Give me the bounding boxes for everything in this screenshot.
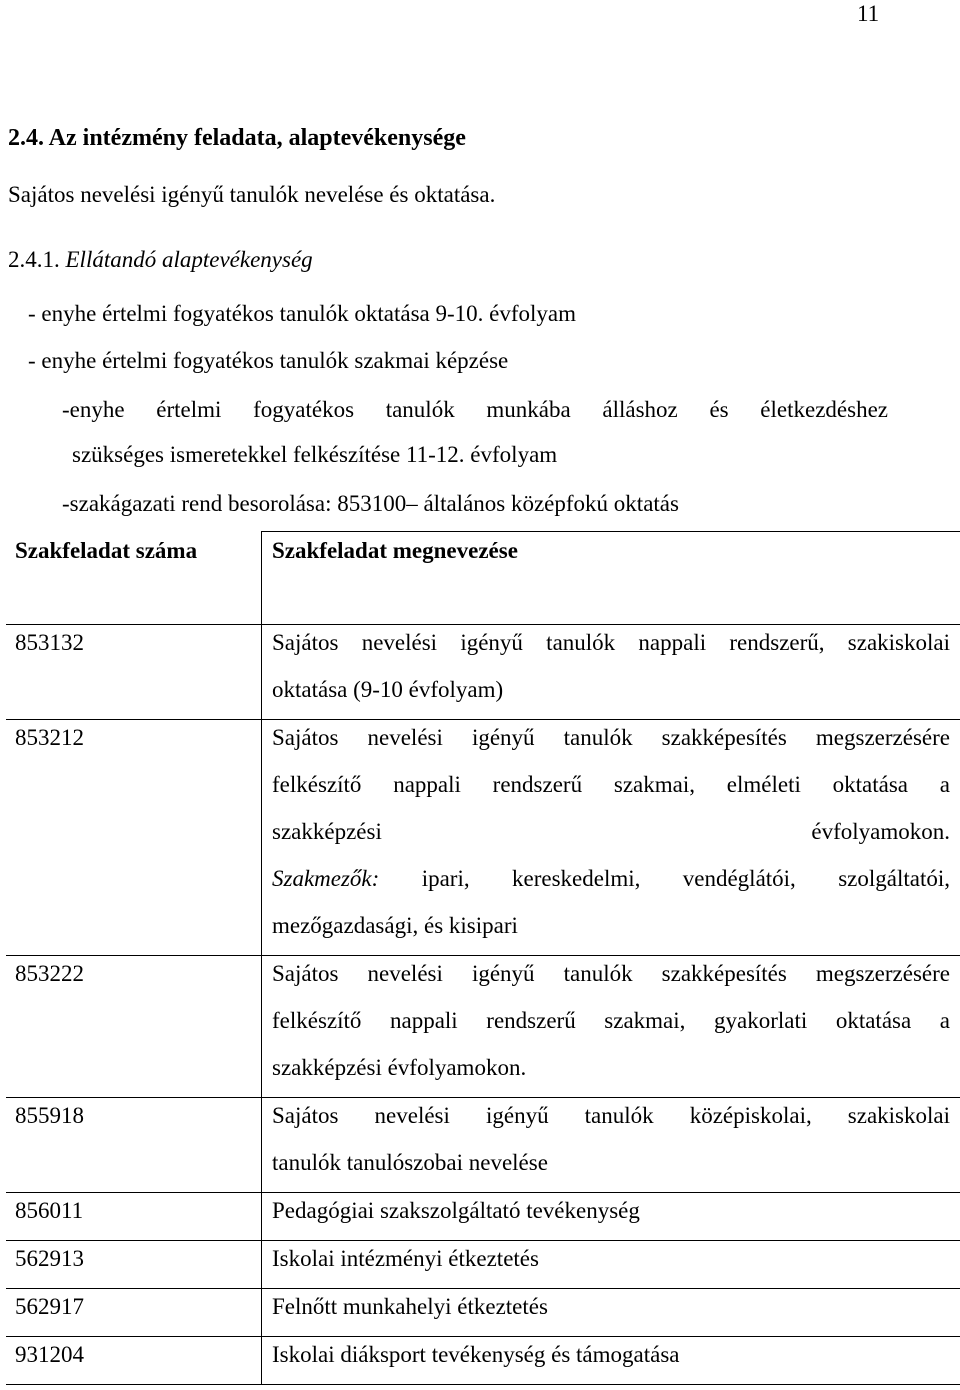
row-code-text: 853212: [15, 725, 84, 750]
row-code: [6, 1241, 262, 1289]
row-code: [6, 625, 262, 720]
header-code: Szakfeladat száma: [6, 532, 262, 625]
row-code-text: 853222: [15, 961, 84, 986]
row-name-line: Felnőtt munkahelyi étkeztetés: [272, 1294, 548, 1319]
row-code: [6, 956, 262, 1098]
row-name-line: oktatása (9-10 évfolyam): [272, 677, 504, 702]
row-name: [262, 956, 960, 1098]
list-item: - enyhe értelmi fogyatékos tanulók oktatása 9-10. évfolyam: [28, 301, 576, 326]
row-name: [262, 1193, 960, 1241]
table-row: [6, 720, 960, 956]
table-header-row: [6, 532, 960, 625]
row-code-text: 931204: [15, 1342, 84, 1367]
row-code-text: 853132: [15, 630, 84, 655]
row-name-fields-continuation: mezőgazdasági, és kisipari: [272, 913, 518, 938]
row-name-line: szakképzési évfolyamokon.: [272, 1055, 527, 1080]
row-name-line: tanulók tanulószobai nevelése: [272, 1150, 548, 1175]
row-name-line: Iskolai diáksport tevékenység és támogatása: [272, 1342, 680, 1367]
row-code-text: 562917: [15, 1294, 84, 1319]
list-item-continuation: szükséges ismeretekkel felkészítése 11-12. évfolyam: [72, 442, 558, 467]
row-name-line: Sajátos nevelési igényű tanulók szakképesítés megszerzésére: [272, 961, 950, 986]
fields-label: Szakmezők:: [272, 866, 380, 891]
table-row: [6, 1241, 960, 1289]
task-table: [6, 531, 960, 1385]
row-name: [262, 1098, 960, 1193]
section-heading: 2.4. Az intézmény feladata, alaptevékenysége: [8, 125, 466, 151]
row-code: [6, 1193, 262, 1241]
table-row: [6, 1289, 960, 1337]
row-code: [6, 1289, 262, 1337]
table-row: [6, 625, 960, 720]
table-row: [6, 1098, 960, 1193]
row-code-text: 856011: [15, 1198, 84, 1223]
table-row: [6, 1337, 960, 1385]
row-name-line: Sajátos nevelési igényű tanulók középiskolai, szakiskolai: [272, 1103, 950, 1128]
row-code-text: 855918: [15, 1103, 84, 1128]
row-name: [262, 1337, 960, 1385]
list-item: -szakágazati rend besorolása: 853100– általános középfokú oktatás: [62, 491, 679, 516]
row-name-line: felkészítő nappali rendszerű szakmai, gyakorlati oktatása a: [272, 1008, 950, 1033]
row-name: [262, 720, 960, 956]
row-code-text: 562913: [15, 1246, 84, 1271]
row-name: [262, 1289, 960, 1337]
row-name-line: Sajátos nevelési igényű tanulók szakképesítés megszerzésére: [272, 725, 950, 750]
row-name-line: Iskolai intézményi étkeztetés: [272, 1246, 539, 1271]
list-item: - enyhe értelmi fogyatékos tanulók szakmai képzése: [28, 348, 509, 373]
row-name-line: szakképzési évfolyamokon.: [272, 819, 950, 844]
header-name: Szakfeladat megnevezése: [262, 532, 960, 625]
row-name: [262, 625, 960, 720]
subsection-title: Ellátandó alaptevékenység: [65, 247, 313, 272]
section-subtitle: Sajátos nevelési igényű tanulók nevelése és oktatása.: [8, 182, 496, 207]
page-number: 11: [857, 1, 880, 26]
row-name: [262, 1241, 960, 1289]
row-code: [6, 720, 262, 956]
row-name-fields: [272, 861, 950, 908]
row-name-line: felkészítő nappali rendszerű szakmai, elméleti oktatása a: [272, 772, 950, 797]
row-code: [6, 1337, 262, 1385]
fields-list: ipari, kereskedelmi, vendéglátói, szolgáltatói,: [379, 866, 950, 891]
subsection-heading: [8, 246, 313, 274]
table-row: [6, 956, 960, 1098]
subsection-number: 2.4.1.: [8, 247, 66, 272]
table-row: [6, 1193, 960, 1241]
row-name-line: Sajátos nevelési igényű tanulók nappali rendszerű, szakiskolai: [272, 630, 950, 655]
row-name-line: Pedagógiai szakszolgáltató tevékenység: [272, 1198, 640, 1223]
row-code: [6, 1098, 262, 1193]
list-item: -enyhe értelmi fogyatékos tanulók munkába álláshoz és életkezdéshez: [62, 397, 888, 422]
